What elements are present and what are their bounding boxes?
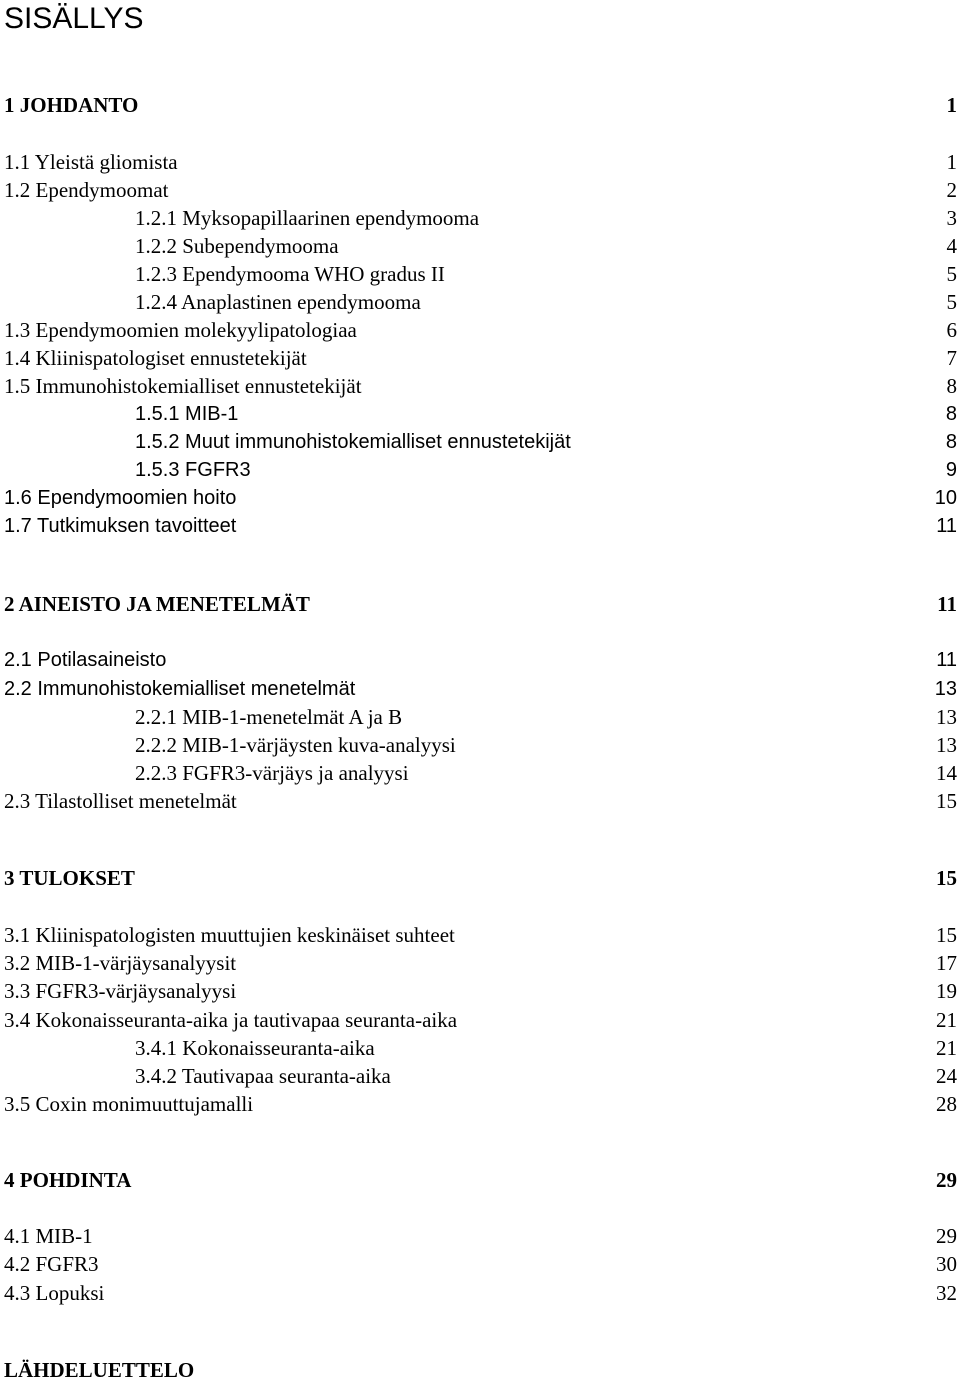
toc-entry-label: 3.3 FGFR3-värjäysanalyysi [4, 979, 237, 1003]
toc-entry-row [0, 372, 957, 400]
toc-page-number: 2 [946, 178, 957, 202]
toc-entry-row [0, 731, 957, 759]
toc-page-number: 11 [936, 649, 957, 671]
toc-entry-label: 1.5.2 Muut immunohistokemialliset ennustetekijät [135, 431, 571, 453]
toc-entry-label: 1.2 Ependymoomat [4, 178, 169, 202]
toc-page-number: 8 [945, 403, 957, 425]
toc-entry-label: 4.1 MIB-1 [4, 1224, 93, 1248]
toc-entry-label: 3 TULOKSET [4, 866, 135, 890]
toc-entry-row [0, 316, 957, 344]
toc-entry-label: 3.5 Coxin monimuuttujamalli [4, 1092, 254, 1116]
toc-page-number: 5 [946, 290, 957, 314]
toc-chapter-row [0, 91, 957, 119]
toc-entry-label: 2.1 Potilasaineisto [4, 649, 167, 671]
toc-page-number: 10 [934, 487, 957, 509]
toc-page-number: 17 [936, 951, 957, 975]
toc-entry-row [0, 675, 957, 703]
toc-entry-label: 2 AINEISTO JA MENETELMÄT [4, 592, 310, 616]
toc-entry-label: 2.2.1 MIB-1-menetelmät A ja B [135, 705, 403, 729]
toc-page-number: 5 [946, 262, 957, 286]
toc-page-number: 24 [936, 1064, 957, 1088]
toc-page-number: 8 [946, 374, 957, 398]
toc-chapter-row [0, 864, 957, 892]
toc-entry-label: 3.4.1 Kokonaisseuranta-aika [135, 1036, 375, 1060]
toc-entry-label: 1.2.4 Anaplastinen ependymooma [135, 290, 421, 314]
toc-page-number: 3 [946, 206, 957, 230]
toc-entry-label: 3.2 MIB-1-värjäysanalyysit [4, 951, 237, 975]
toc-page-number: 4 [946, 234, 957, 258]
toc-entry-label: 3.4 Kokonaisseuranta-aika ja tautivapaa seuranta-aika [4, 1008, 458, 1032]
toc-entry-row [0, 204, 957, 232]
toc-entry-label: 1.2.3 Ependymooma WHO gradus II [135, 262, 445, 286]
toc-page-number: 1 [946, 150, 957, 174]
toc-entry-row [0, 1090, 957, 1118]
toc-entry-label: 1.1 Yleistä gliomista [4, 150, 178, 174]
toc-entry-label: 1.3 Ependymoomien molekyylipatologiaa [4, 318, 357, 342]
toc-entry-row [0, 703, 957, 731]
toc-entry-row [0, 344, 957, 372]
toc-entry-label: 2.2.3 FGFR3-värjäys ja analyysi [135, 761, 409, 785]
toc-page-number: 11 [936, 515, 957, 537]
toc-page-number: 8 [945, 431, 957, 453]
toc-page-number: 13 [936, 705, 957, 729]
toc-chapter-row [0, 1166, 957, 1194]
toc-entry-row [0, 759, 957, 787]
toc-page-number: 28 [936, 1092, 957, 1116]
toc-entry-label: 2.2 Immunohistokemialliset menetelmät [4, 678, 356, 700]
toc-page-number: 21 [936, 1036, 957, 1060]
toc-entry-row [0, 288, 957, 316]
toc-page-number: 15 [936, 866, 957, 890]
toc-entry-row [0, 232, 957, 260]
toc-page-number: 15 [936, 789, 957, 813]
toc-entry-row [0, 949, 957, 977]
toc-entry-label: 1 JOHDANTO [4, 93, 139, 117]
page-title: SISÄLLYS [4, 2, 144, 35]
toc-entry-row [0, 1006, 957, 1034]
toc-page-number: 29 [936, 1224, 957, 1248]
toc-chapter-row [0, 1356, 957, 1384]
toc-entry-label: 1.5 Immunohistokemialliset ennustetekijät [4, 374, 362, 398]
toc-page-number: 13 [934, 678, 957, 700]
toc-entry-row [0, 148, 957, 176]
toc-entry-label: 2.3 Tilastolliset menetelmät [4, 789, 237, 813]
toc-entry-row [0, 1062, 957, 1090]
toc-entry-label: 1.2.1 Myksopapillaarinen ependymooma [135, 206, 480, 230]
toc-entry-row [0, 1222, 957, 1250]
toc-entry-label: 1.4 Kliinispatologiset ennustetekijät [4, 346, 307, 370]
toc-entry-row [0, 456, 957, 484]
toc-page-number: 29 [936, 1168, 957, 1192]
toc-entry-row [0, 512, 957, 540]
toc-entry-row [0, 428, 957, 456]
toc-page-number: 9 [945, 459, 957, 481]
toc-entry-label: 4 POHDINTA [4, 1168, 132, 1192]
toc-page-number: 1 [946, 93, 957, 117]
toc-page-number: 19 [936, 979, 957, 1003]
toc-entry-row [0, 400, 957, 428]
toc-entry-row [0, 1034, 957, 1062]
toc-entry-label: 2.2.2 MIB-1-värjäysten kuva-analyysi [135, 733, 456, 757]
toc-page-number: 15 [936, 923, 957, 947]
toc-entry-label: 1.5.1 MIB-1 [135, 403, 239, 425]
toc-entry-label: 3.1 Kliinispatologisten muuttujien keskinäiset suhteet [4, 923, 455, 947]
toc-entry-row [0, 977, 957, 1005]
toc-page-number: 13 [936, 733, 957, 757]
toc-entry-row [0, 484, 957, 512]
toc-entry-label: 1.7 Tutkimuksen tavoitteet [4, 515, 237, 537]
toc-page-number: 6 [946, 318, 957, 342]
toc-entry-row [0, 921, 957, 949]
toc-entry-row [0, 260, 957, 288]
toc-entry-row [0, 646, 957, 674]
toc-entry-label: 1.2.2 Subependymooma [135, 234, 339, 258]
toc-entry-row [0, 787, 957, 815]
toc-page-number: 11 [937, 592, 957, 616]
toc-entry-label: 4.3 Lopuksi [4, 1281, 105, 1305]
toc-entry-row [0, 1279, 957, 1307]
toc-page-number: 21 [936, 1008, 957, 1032]
toc-entry-label: 3.4.2 Tautivapaa seuranta-aika [135, 1064, 391, 1088]
toc-entry-label: LÄHDELUETTELO [4, 1358, 195, 1382]
toc-page-number: 14 [936, 761, 957, 785]
toc-page-number: 30 [936, 1252, 957, 1276]
toc-page-number: 32 [936, 1281, 957, 1305]
toc-entry-label: 1.6 Ependymoomien hoito [4, 487, 237, 509]
toc-entry-label: 1.5.3 FGFR3 [135, 459, 251, 481]
toc-chapter-row [0, 590, 957, 618]
toc-entry-row [0, 1250, 957, 1278]
toc-page-number: 7 [946, 346, 957, 370]
toc-entry-label: 4.2 FGFR3 [4, 1252, 99, 1276]
toc-entry-row [0, 176, 957, 204]
